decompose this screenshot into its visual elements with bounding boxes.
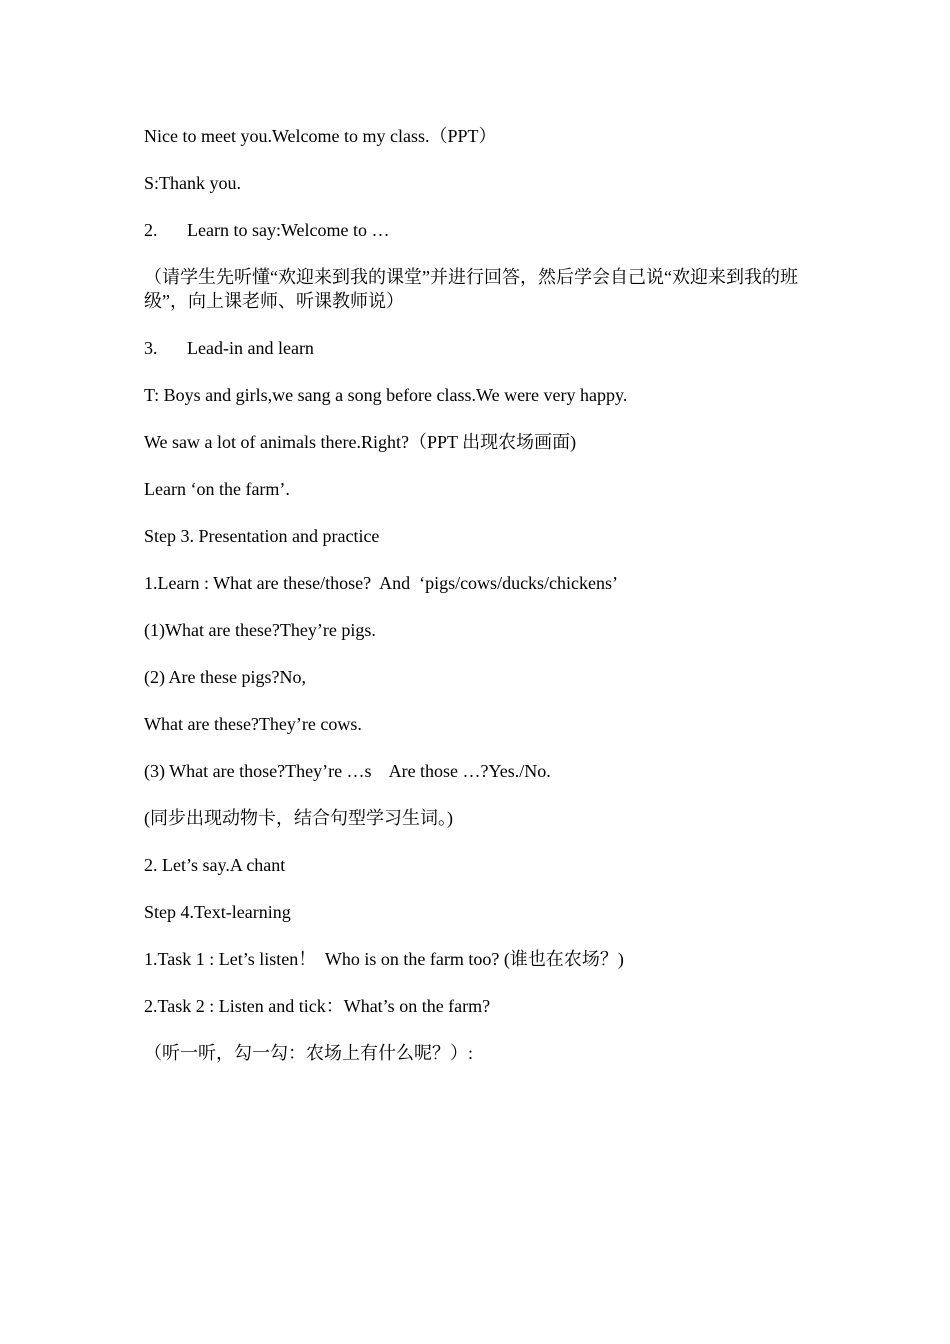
- paragraph: （请学生先听懂“欢迎来到我的课堂”并进行回答，然后学会自己说“欢迎来到我的班级”，向上课老师、听课教师说）: [144, 267, 798, 311]
- list-number: 2.: [144, 220, 158, 240]
- list-number: 3.: [144, 338, 158, 358]
- document-body: [144, 124, 814, 1088]
- list-item-text: Lead-in and learn: [187, 338, 314, 358]
- numbered-paragraph: [144, 336, 814, 360]
- paragraph: （听一听，勾一勾：农场上有什么呢？）:: [144, 1043, 473, 1063]
- list-item-text: Learn to say:Welcome to …: [187, 220, 390, 240]
- paragraph: S:Thank you.: [144, 173, 241, 193]
- paragraph: 1.Task 1 : Let’s listen！ Who is on the farm too? (谁也在农场？): [144, 949, 624, 969]
- paragraph: 2.Task 2 : Listen and tick：What’s on the farm?: [144, 996, 491, 1016]
- paragraph: Nice to meet you.Welcome to my class.（PPT）: [144, 126, 497, 146]
- paragraph: What are these?They’re cows.: [144, 714, 362, 734]
- numbered-paragraph: [144, 218, 814, 242]
- paragraph: (3) What are those?They’re …s Are those …?Yes./No.: [144, 761, 551, 781]
- paragraph: T: Boys and girls,we sang a song before class.We were very happy.: [144, 385, 628, 405]
- paragraph: We saw a lot of animals there.Right?（PPT 出现农场画面): [144, 432, 577, 452]
- paragraph: (同步出现动物卡，结合句型学习生词。): [144, 808, 453, 828]
- paragraph: 1.Learn : What are these/those? And ‘pigs/cows/ducks/chickens’: [144, 573, 619, 593]
- paragraph: (1)What are these?They’re pigs.: [144, 620, 376, 640]
- paragraph: Learn ‘on the farm’.: [144, 479, 290, 499]
- step-heading: Step 3. Presentation and practice: [144, 526, 380, 546]
- paragraph: (2) Are these pigs?No,: [144, 667, 306, 687]
- paragraph: 2. Let’s say.A chant: [144, 855, 286, 875]
- step-heading: Step 4.Text-learning: [144, 902, 291, 922]
